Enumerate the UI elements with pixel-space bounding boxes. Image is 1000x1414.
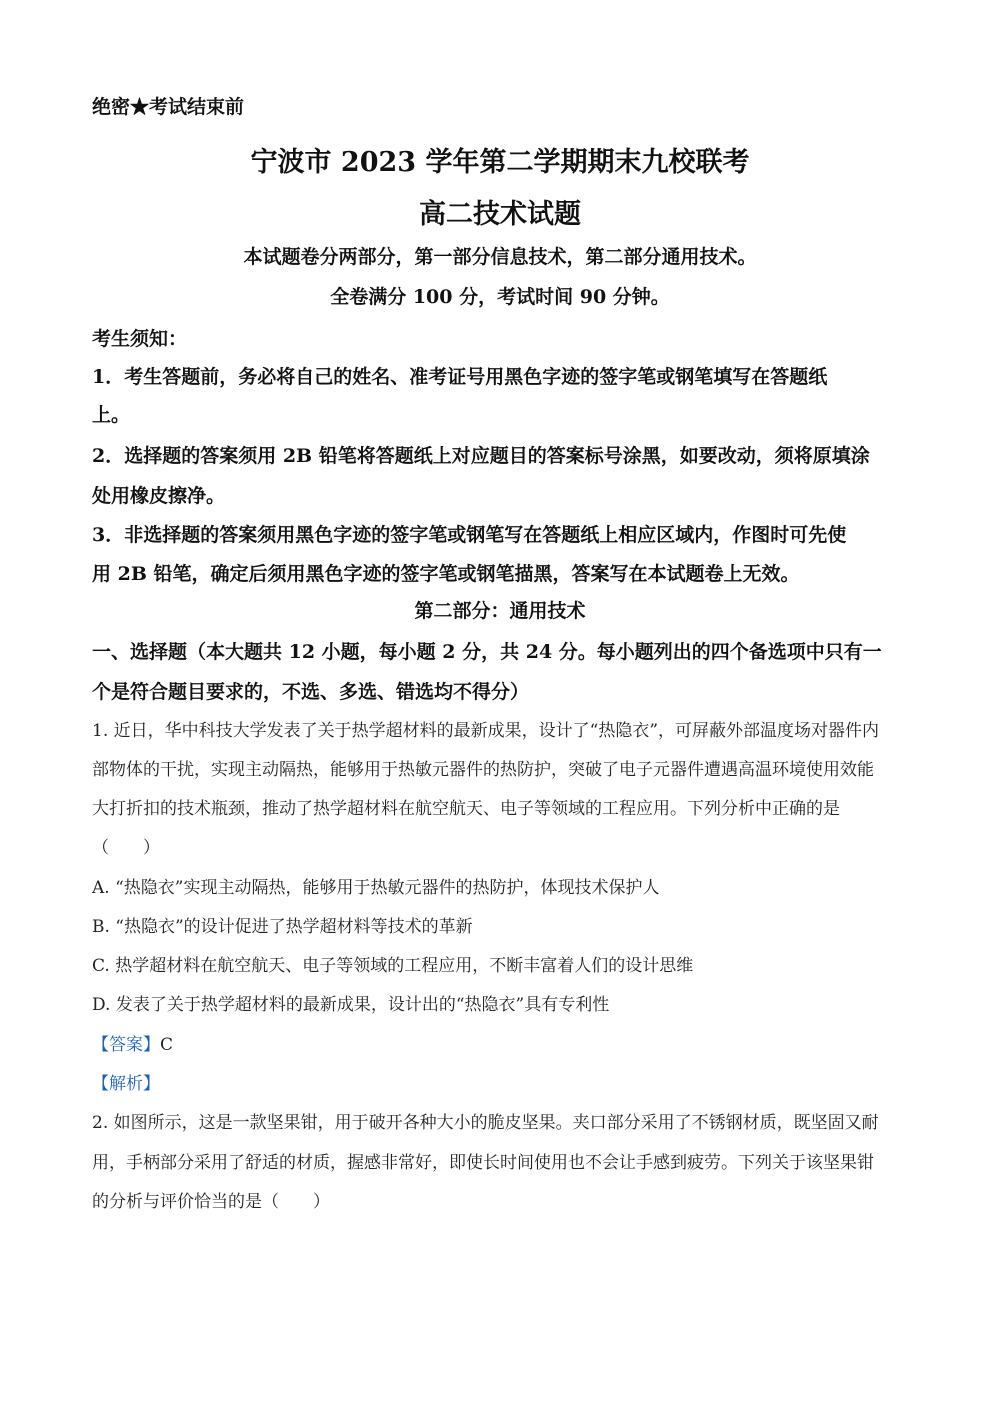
confidential-label: 绝密★考试结束前 <box>92 96 245 118</box>
section-heading-line-1: 一、选择题（本大题共 12 小题，每小题 2 分，共 24 分。每小题列出的四个备选项中只有一 <box>92 641 882 663</box>
question-1-line-1: 1. 近日，华中科技大学发表了关于热学超材料的最新成果，设计了“热隐衣”，可屏蔽外部温度场对器件内 <box>92 721 880 741</box>
notice-item-2-line-2: 处用橡皮擦净。 <box>92 485 226 507</box>
notice-item-3-line-2: 用 2B 铅笔，确定后须用黑色字迹的签字笔或钢笔描黑，答案写在本试题卷上无效。 <box>92 563 800 585</box>
question-1-option-a: A. “热隐衣”实现主动隔热，能够用于热敏元器件的热防护，体现技术保护人 <box>92 878 660 898</box>
question-1-option-d: D. 发表了关于热学超材料的最新成果，设计出的“热隐衣”具有专利性 <box>92 995 610 1015</box>
question-1-blank: （ ） <box>92 838 160 858</box>
exam-title: 宁波市 2023 学年第二学期期末九校联考 <box>250 147 750 178</box>
question-1-line-2: 部物体的干扰，实现主动隔热，能够用于热敏元器件的热防护，突破了电子元器件遭遇高温环境使用效能 <box>92 760 874 780</box>
intro-line-2: 全卷满分 100 分，考试时间 90 分钟。 <box>330 286 670 308</box>
exam-subtitle: 高二技术试题 <box>419 199 581 230</box>
intro-line-1: 本试题卷分两部分，第一部分信息技术，第二部分通用技术。 <box>243 246 757 268</box>
notice-heading: 考生须知： <box>92 328 188 350</box>
question-2-line-1: 2. 如图所示，这是一款坚果钳，用于破开各种大小的脆皮坚果。夹口部分采用了不锈钢材质，既坚固又耐 <box>92 1113 879 1133</box>
notice-item-1-line-2: 上。 <box>92 404 131 426</box>
section-title: 第二部分：通用技术 <box>414 600 586 622</box>
notice-item-1-line-1: 1．考生答题前，务必将自己的姓名、准考证号用黑色字迹的签字笔或钢笔填写在答题纸 <box>92 366 828 388</box>
notice-item-2-line-1: 2．选择题的答案须用 2B 铅笔将答题纸上对应题目的答案标号涂黑，如要改动，须将原填涂 <box>92 445 870 467</box>
question-2-line-3: 的分析与评价恰当的是（ ） <box>92 1192 330 1212</box>
question-1-line-3: 大打折扣的技术瓶颈，推动了热学超材料在航空航天、电子等领域的工程应用。下列分析中正确的是 <box>92 799 840 819</box>
answer-label: 【答案】 <box>92 1035 160 1055</box>
question-2-line-2: 用，手柄部分采用了舒适的材质，握感非常好，即使长时间使用也不会让手感到疲劳。下列关于该坚果钳 <box>92 1153 874 1173</box>
question-1-option-b: B. “热隐衣”的设计促进了热学超材料等技术的革新 <box>92 917 473 937</box>
section-heading-line-2: 个是符合题目要求的，不选、多选、错选均不得分） <box>92 681 530 703</box>
question-1-answer <box>92 1030 173 1055</box>
question-1-option-c: C. 热学超材料在航空航天、电子等领域的工程应用，不断丰富着人们的设计思维 <box>92 956 694 976</box>
notice-item-3-line-1: 3．非选择题的答案须用黑色字迹的签字笔或钢笔写在答题纸上相应区域内，作图时可先使 <box>92 524 847 546</box>
answer-value: C <box>160 1035 174 1055</box>
question-1-analysis-label: 【解析】 <box>92 1074 160 1094</box>
